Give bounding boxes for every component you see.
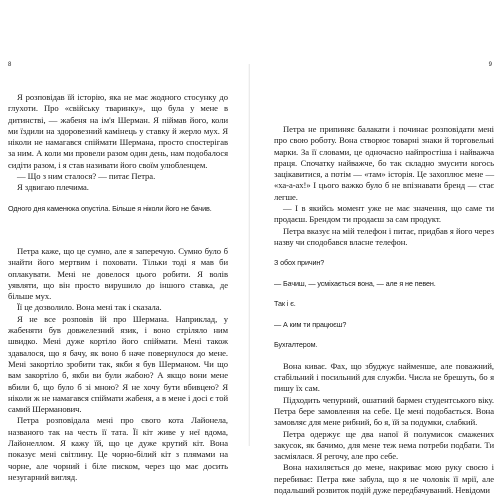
left-text-block-bottom bbox=[8, 246, 228, 483]
paragraph: Петра одержує ще два напої й полумисок смажених закусок, як бачимо, для мене теж нема потреби подбати. Ти засміялася. Я регочу, але про себе. bbox=[274, 428, 494, 462]
paragraph: Я не все розповів їй про Шермана. Наприклад, у жабеняти був довжелезний язик, і воно стріляло ним швидко. Мені дуже кортіло його спіймати. Мені також здавалося, що я бачу, як воно б наче повернулося до мене. Мені закортіло зробити так, якби я був Шерманом. Чи що вам закортіло б, якби ви були жабою? А якщо вони мене вбили б, що було б зі мною? Я не хочу бути вбивцею? Я ніколи ж не намагався спіймати жабеня, а в мене і досі є той самий Шерманович. bbox=[8, 313, 228, 415]
left-page bbox=[0, 62, 250, 482]
sans-line: Одного дня каменюка опустіла. Більше я ніколи його не бачив. bbox=[8, 203, 212, 213]
paragraph: Петра розповідала мені про свого кота Лайонела, названого так на честь її тата. Її кіт живе у неї вдома, Лайонеллом. Я кажу їй, що це дуже крутий кіт. Вона показує мені світлину. Це чорно-білий кіт з плямами на чорне, але чорний і біле писком, через що має досить незугарний вигляд. bbox=[8, 415, 228, 482]
sans-line: — Бачиш, — усміхається вона, — але я не певен. bbox=[274, 278, 436, 288]
sans-line: Так і є. bbox=[274, 299, 296, 309]
paragraph: Її це дозволило. Вона мені так і сказала. bbox=[17, 302, 162, 313]
paragraph: Я розповідав їй історію, яка не має жодного стосунку до глухоти. Про «свійську тваринку», що була у мене в дитинстві, — жабеня на ім'я Шерман. Я піймав його, коли ми їздили на здоровезний камінець у ставку й жерло мух. Я ніколи не намагався спіймати Шермана, просто спостерігав за ним. А коли ми провели разом один день, нам подобалося сидіти разом, і я став називати його своїм улюбленцем. bbox=[8, 92, 228, 170]
paragraph: Підходить чепурний, ошатний бармен студентського віку. Петра бере замовлення на себе. Це мені подобається. Вона замовляє для мене рибний, бо я, їй за подумки, слабкий. bbox=[274, 394, 494, 428]
right-text-block bbox=[274, 124, 494, 496]
sans-line: — А ким ти працюєш? bbox=[274, 319, 347, 329]
paragraph: — І в якийсь момент уже не має значення, що саме ти продаєш. Брендом ти продаєш за сам продукт. bbox=[274, 203, 494, 225]
right-page bbox=[250, 62, 500, 496]
page-number-right: 9 bbox=[488, 62, 492, 68]
page-number-left: 8 bbox=[8, 62, 12, 68]
paragraph: Петра не припиняє балакати і починає розповідати мені про свою роботу. Вона створює товарні знаки й торговельні марки. За її словами, це одночасно найпростіша і найважча праця. Спочатку найважче, бо так складно змусити когось зацікавитися, а потім — «там» історія. Це захоплює мене — «ха-а-ах!» І цього важко було б не впізнавати бренд — стає легше. bbox=[274, 124, 494, 202]
paragraph: Я здвигаю плечима. bbox=[17, 182, 89, 193]
sans-line: З обох причин? bbox=[274, 258, 325, 268]
paragraph: Вона киває. Фах, що збуджує найменше, але поважний, стабільний і посильний для служби. Числа не брешуть, бо я пишу їх сам. bbox=[274, 360, 494, 394]
paragraph: — Що з ним сталося? — питає Петра. bbox=[17, 171, 156, 182]
paragraph: Петра каже, що це сумно, але я заперечую. Сумно було б знайти його мертвим і поховати. Тільки тоді я мав би оплакувати. Мені не довелося цього робити. Я волів уявляти, що він просто вирушило до іншого ставка, де більше мух. bbox=[8, 246, 228, 302]
sans-line: Бухгалтером. bbox=[274, 340, 318, 350]
paragraph: Вона нахиляється до мене, накриває мою руку своєю і перебиває: Петра вже забула, що я не чоловік її мрії, але подальший розвиток подій дуже передбачуваний. Невідоми bbox=[274, 462, 494, 496]
left-text-block-top bbox=[8, 92, 228, 214]
paragraph: Петра вказує на мій телефон і питає, придбав я його через назву чи сподобався власне телефон. bbox=[274, 225, 494, 247]
